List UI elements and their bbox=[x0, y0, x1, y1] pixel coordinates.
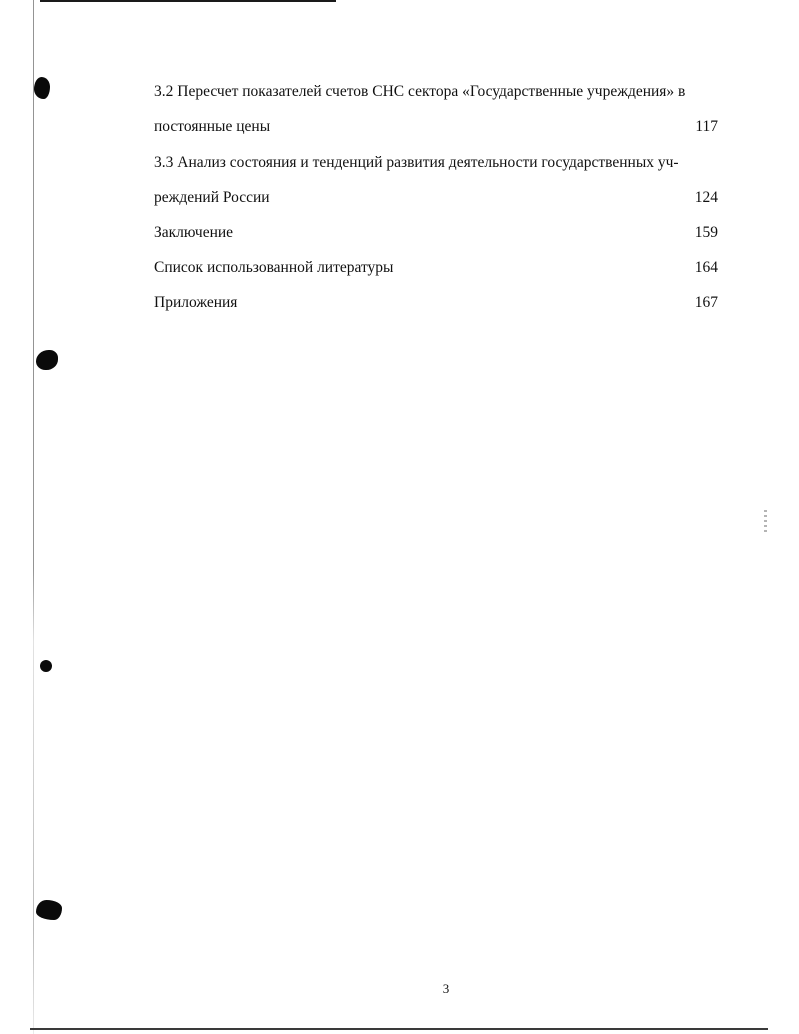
toc-entry-references bbox=[154, 258, 718, 278]
punch-hole-mark bbox=[34, 77, 50, 99]
toc-entry-conclusion bbox=[154, 223, 718, 243]
toc-entry-text: постоянные цены bbox=[154, 118, 271, 135]
toc-entry-text: Заключение bbox=[154, 224, 234, 241]
punch-hole-mark bbox=[36, 350, 58, 370]
toc-entry-text: 3.3 Анализ состояния и тенденций развития деятельности государственных уч- bbox=[154, 154, 679, 171]
toc-page-number: 164 bbox=[694, 259, 718, 276]
toc-page-number: 159 bbox=[694, 224, 718, 241]
toc-entry-text: 3.2 Пересчет показателей счетов СНС сектора «Государственные учреждения» в bbox=[154, 83, 686, 100]
toc-entry-3-3-continuation bbox=[154, 188, 718, 208]
toc-entry-text: Список использованной литературы bbox=[154, 259, 394, 276]
binding-edge bbox=[33, 0, 34, 1034]
toc-entry-text: реждений России bbox=[154, 189, 270, 206]
toc-entry-3-2-title bbox=[154, 82, 718, 102]
toc-entry-appendices bbox=[154, 293, 718, 313]
scan-top-border bbox=[40, 0, 336, 2]
scan-speck bbox=[764, 510, 767, 534]
punch-hole-mark bbox=[40, 660, 52, 672]
scan-bottom-border bbox=[30, 1028, 768, 1030]
page-number: 3 bbox=[442, 981, 450, 996]
toc-entry-3-3-title bbox=[154, 153, 718, 173]
toc-page-number: 167 bbox=[694, 294, 718, 311]
toc-page-number: 117 bbox=[695, 118, 718, 135]
toc-entry-text: Приложения bbox=[154, 294, 238, 311]
punch-hole-mark bbox=[36, 900, 62, 920]
toc-entry-3-2-continuation bbox=[154, 117, 718, 137]
toc-page-number: 124 bbox=[694, 189, 718, 206]
